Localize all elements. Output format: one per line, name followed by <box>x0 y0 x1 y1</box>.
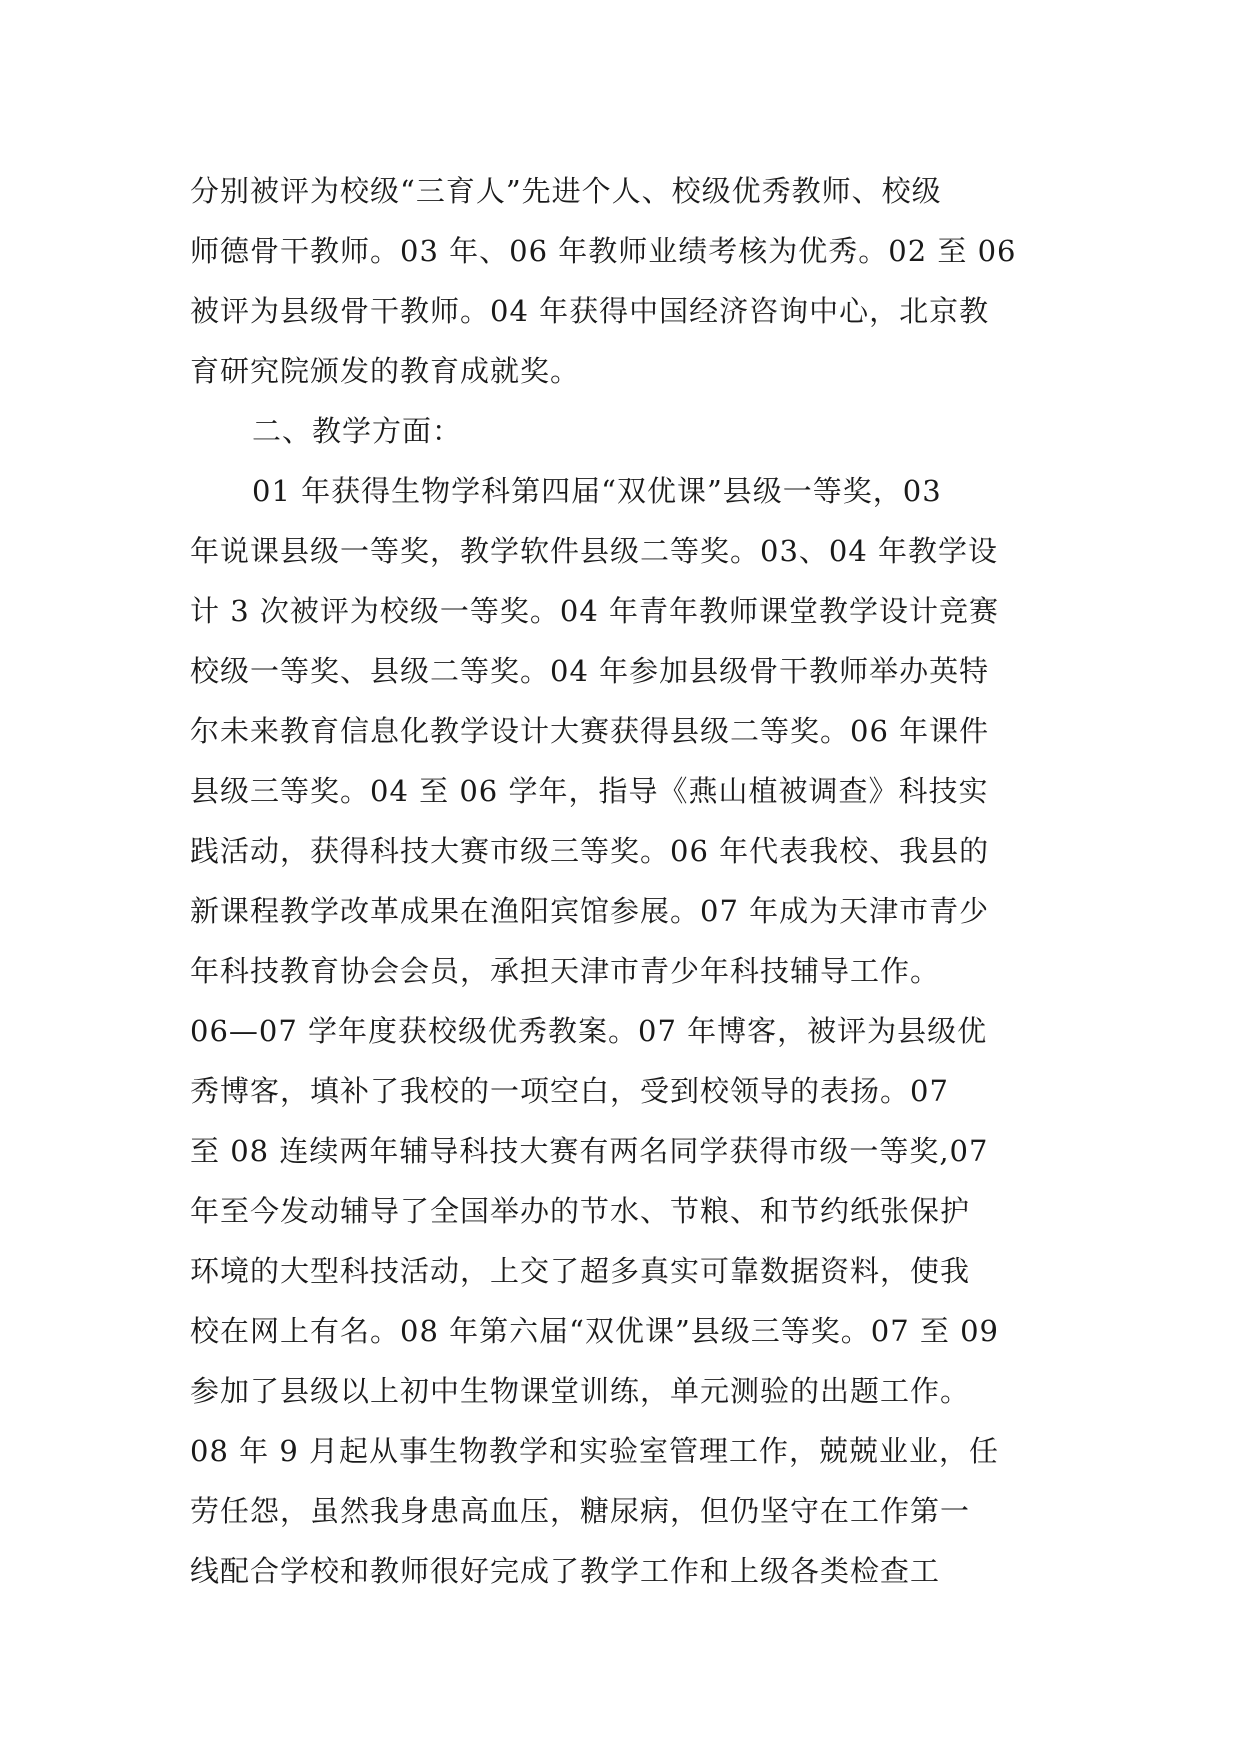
text-line: 被评为县级骨干教师。04 年获得中国经济咨询中心，北京教 <box>190 294 990 328</box>
text-line: 分别被评为校级“三育人”先进个人、校级优秀教师、校级 <box>190 174 942 208</box>
text-line: 尔未来教育信息化教学设计大赛获得县级二等奖。06 年课件 <box>190 714 990 748</box>
text-line: 年至今发动辅导了全国举办的节水、节粮、和节约纸张保护 <box>190 1194 971 1228</box>
text-line: 参加了县级以上初中生物课堂训练，单元测验的出题工作。 <box>190 1374 971 1408</box>
text-line: 校级一等奖、县级二等奖。04 年参加县级骨干教师举办英特 <box>190 654 990 688</box>
text-line: 新课程教学改革成果在渔阳宾馆参展。07 年成为天津市青少 <box>190 894 990 928</box>
section-heading: 二、教学方面： <box>252 414 463 448</box>
text-line: 线配合学校和教师很好完成了教学工作和上级各类检查工 <box>190 1554 941 1588</box>
text-line: 06—07 学年度获校级优秀教案。07 年博客，被评为县级优 <box>190 1014 988 1048</box>
text-line: 校在网上有名。08 年第六届“双优课”县级三等奖。07 至 09 <box>190 1314 1000 1348</box>
text-line: 环境的大型科技活动，上交了超多真实可靠数据资料，使我 <box>190 1254 971 1288</box>
text-line: 师德骨干教师。03 年、06 年教师业绩考核为优秀。02 至 06 <box>190 234 1017 268</box>
document-body <box>190 161 1060 1601</box>
text-line: 年说课县级一等奖，教学软件县级二等奖。03、04 年教学设 <box>190 534 999 568</box>
text-line: 劳任怨，虽然我身患高血压，糖尿病，但仍坚守在工作第一 <box>190 1494 971 1528</box>
text-line: 08 年 9 月起从事生物教学和实验室管理工作，兢兢业业，任 <box>190 1434 1000 1468</box>
text-line: 育研究院颁发的教育成就奖。 <box>190 354 581 388</box>
text-line: 秀博客，填补了我校的一项空白，受到校领导的表扬。07 <box>190 1074 949 1108</box>
text-line: 县级三等奖。04 至 06 学年，指导《燕山植被调查》科技实 <box>190 774 989 808</box>
text-line: 01 年获得生物学科第四届“双优课”县级一等奖，03 <box>252 474 942 508</box>
text-line: 计 3 次被评为校级一等奖。04 年青年教师课堂教学设计竞赛 <box>190 594 1000 628</box>
text-line: 至 08 连续两年辅导科技大赛有两名同学获得市级一等奖,07 <box>190 1134 989 1168</box>
text-line: 年科技教育协会会员，承担天津市青少年科技辅导工作。 <box>190 954 941 988</box>
text-line: 践活动，获得科技大赛市级三等奖。06 年代表我校、我县的 <box>190 834 990 868</box>
